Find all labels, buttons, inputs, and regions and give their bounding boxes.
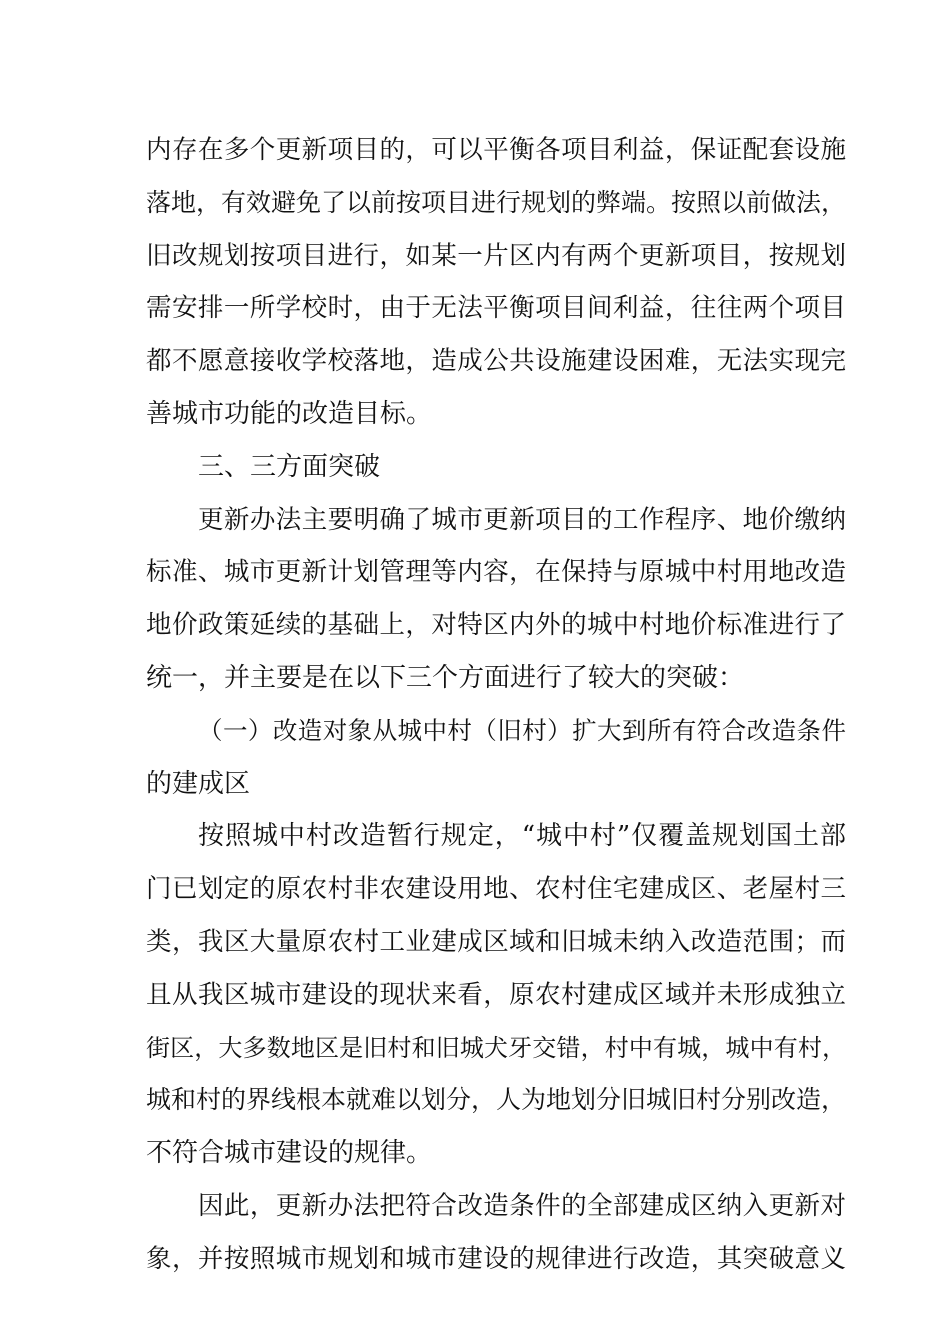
text-line: 统一，并主要是在以下三个方面进行了较大的突破： <box>146 662 745 693</box>
text-line: 善城市功能的改造目标。 <box>146 398 433 429</box>
text-line: 类，我区大量原农村工业建成区域和旧城未纳入改造范围；而 <box>146 926 846 957</box>
text-line: 更新办法主要明确了城市更新项目的工作程序、地价缴纳 <box>198 504 846 535</box>
text-line: 按照城中村改造暂行规定，“城中村”仅覆盖规划国土部 <box>198 821 846 852</box>
text-line: 街区，大多数地区是旧村和旧城犬牙交错，村中有城，城中有村， <box>146 1033 846 1062</box>
text-line: 且从我区城市建设的现状来看，原农村建成区域并未形成独立 <box>146 979 846 1010</box>
text-line: 象，并按照城市规划和城市建设的规律进行改造，其突破意义 <box>146 1243 846 1274</box>
text-line: 都不愿意接收学校落地，造成公共设施建设困难，无法实现完 <box>146 346 846 377</box>
text-line: 需安排一所学校时，由于无法平衡项目间利益，往往两个项目 <box>146 293 846 324</box>
body-text <box>146 124 846 1286</box>
text-line: 的建成区 <box>146 768 251 799</box>
text-line: 地价政策延续的基础上，对特区内外的城中村地价标准进行了 <box>146 610 846 641</box>
text-line: 标准、城市更新计划管理等内容，在保持与原城中村用地改造 <box>146 557 846 588</box>
text-line: 旧改规划按项目进行，如某一片区内有两个更新项目，按规划 <box>146 240 846 271</box>
text-line: 内存在多个更新项目的，可以平衡各项目利益，保证配套设施 <box>146 135 846 165</box>
text-line: 因此，更新办法把符合改造条件的全部建成区纳入更新对 <box>198 1190 846 1221</box>
text-line: 落地，有效避免了以前按项目进行规划的弊端。按照以前做法， <box>146 187 847 217</box>
text-line: 门已划定的原农村非农建设用地、农村住宅建成区、老屋村三 <box>146 874 846 905</box>
text-line: 城和村的界线根本就难以划分，人为地划分旧城旧村分别改造， <box>146 1085 847 1115</box>
text-line: 不符合城市建设的规律。 <box>146 1138 433 1169</box>
text-line: （一）改造对象从城中村（旧村）扩大到所有符合改造条件 <box>198 715 846 745</box>
text-line: 三、三方面突破 <box>198 451 381 482</box>
